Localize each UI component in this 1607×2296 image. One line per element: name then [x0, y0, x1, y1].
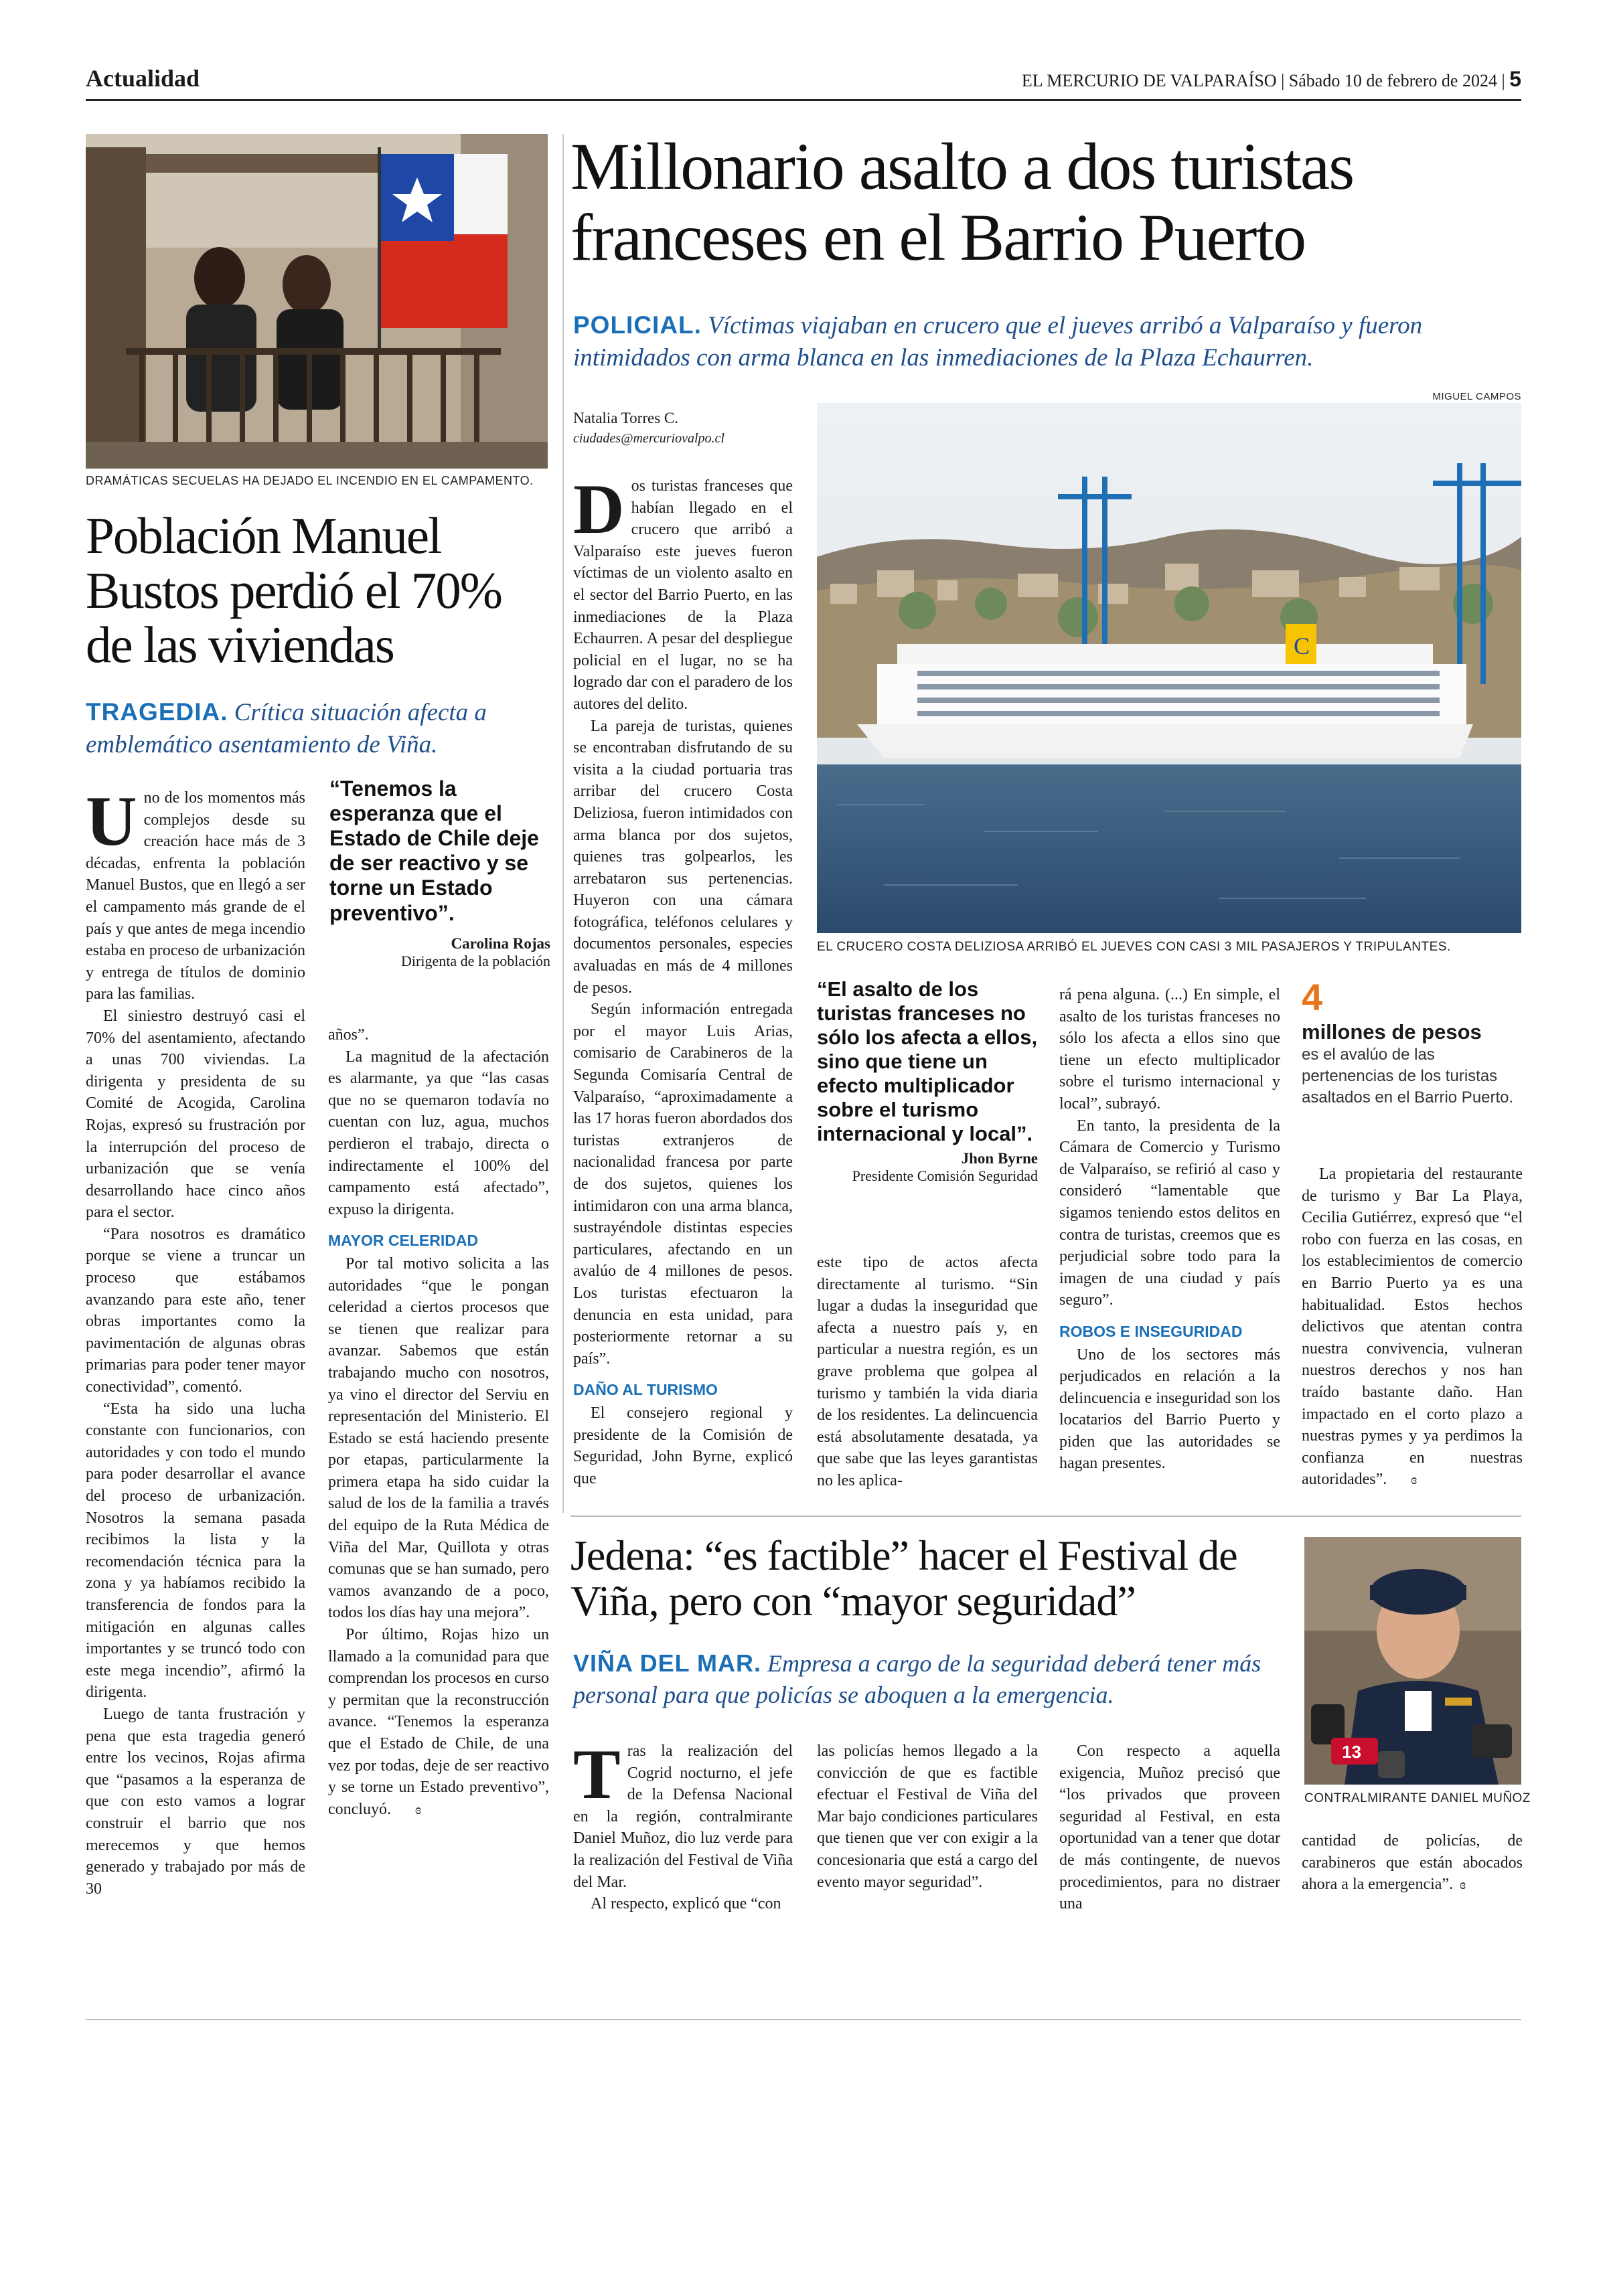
bottom-col-3 — [1059, 1740, 1280, 1913]
issue-date: Sábado 10 de febrero de 2024 — [1288, 71, 1497, 90]
paragraph: os turistas franceses que habían llegado en el crucero que arribó a Valparaíso este jueves fueron víctimas de un violento asalto en el sector del Barrio Puerto, en las inmediaciones de la Plaza Echaurren. A pesar del despliegue policial en el lugar, no se ha logrado dar con el paradero de los autores del delito. — [573, 477, 793, 713]
main-quote-name: Jhon Byrne — [961, 1149, 1038, 1167]
paragraph: no de los momentos más complejos desde su creación hace más de 3 décadas, enfrenta la población Manuel Bustos, que en llegó a ser el campamento más grande de el país y que antes de mega incendio estaba en proceso de urbanización y entrega de títulos de dominio para las familias. — [86, 789, 305, 1003]
paragraph — [1302, 1163, 1523, 1491]
page-number: 5 — [1509, 67, 1521, 91]
paragraph: “Esta ha sido una lucha constante con funcionarios, con autoridades y con todo el mundo para poder desarrollar el avance del proceso de urbanización. Nosotros la semana pasada recibimos la lista y la recomendación técnica para la zona y ya habíamos recibido la transferencia de fondos para la mitigación en algunas calles importantes y se truncó todo con este mega incendio”, afirmó la dirigenta. — [86, 1400, 305, 1702]
masthead-info: EL MERCURIO DE VALPARAÍSO | Sábado 10 de febrero de 2024 | 5 — [1021, 67, 1521, 91]
end-mark-icon: ɞ — [1411, 1473, 1418, 1488]
main-col-1 — [573, 470, 793, 1506]
paragraph: El consejero regional y presidente de la Comisión de Seguridad, John Byrne, explicó que — [573, 1404, 793, 1487]
bottom-tag: VIÑA DEL MAR. — [573, 1649, 762, 1677]
bottom-headline: Jedena: “es factible” hacer el Festival de Viña, pero con “mayor seguridad” — [570, 1532, 1237, 1625]
paragraph: rá pena alguna. (...) En simple, el asalto de los turistas franceses no sólo los afecta a ellos sino que tiene un efecto multiplicador sobre el turismo internacional y local”, subrayó. — [1059, 986, 1280, 1113]
fire-photo — [86, 134, 548, 469]
left-quote-text: “Tenemos la esperanza que el Estado de Chile deje de ser reactivo y se torne un Estado preventivo”. — [329, 776, 539, 925]
header-rule — [86, 99, 1521, 101]
main-subhead-1: DAÑO AL TURISMO — [573, 1381, 718, 1399]
cruise-photo-illustration — [817, 403, 1521, 933]
paragraph-text: cantidad de policías, de carabineros que están abocados ahora a la emergencia”. — [1302, 1832, 1523, 1894]
munoz-photo — [1304, 1537, 1521, 1785]
main-col-4 — [1302, 1163, 1523, 1511]
bottom-deck — [573, 1648, 1296, 1711]
paragraph: En tanto, la presidenta de la Cámara de Comercio y Turismo de Valparaíso, se refirió al caso y consideró “lamentable que sigamos teniendo estos delitos en contra de turistas, creemos que es perjudicial sobre todo para la imagen de una ciudad y país seguro”. — [1059, 1117, 1280, 1309]
stat-text: es el avalúo de las pertenencias de los turistas asaltados en el Barrio Puerto. — [1302, 1046, 1514, 1106]
fire-photo-illustration — [86, 134, 548, 469]
left-col-2 — [328, 1024, 549, 1901]
paragraph: Uno de los sectores más perjudicados en relación a la delincuencia e inseguridad son los locatarios del Barrio Puerto y piden que las autoridades se hagan presentes. — [1059, 1345, 1280, 1473]
column-divider — [562, 134, 564, 1513]
paragraph: La pareja de turistas, quienes se encontraban disfrutando de su visita a la ciudad portuaria tras arribar del crucero Costa Deliziosa, fueron intimidados con arma blanca por dos sujetos, quienes tras golpearlos, les arrebataron sus pertenencias. Huyeron con una cámara fotográfica, teléfonos celulares y documentos personales, especies avaluadas en más de 4 millones de pesos. — [573, 717, 793, 997]
paragraph: La magnitud de la afectación es alarmante, ya que “las casas que no se quemaron todavía no cuentan con luz, agua, muchos perdieron el trabajo, directa o indirectamente el 100% del campamento está afectado”, expuso la dirigenta. — [328, 1048, 549, 1218]
main-subhead-2: ROBOS E INSEGURIDAD — [1059, 1322, 1243, 1340]
svg-text:13: 13 — [1342, 1742, 1361, 1762]
paragraph: años”. — [328, 1026, 369, 1044]
cruise-photo-caption: EL CRUCERO COSTA DELIZIOSA ARRIBÓ EL JUEVES CON CASI 3 MIL PASAJEROS Y TRIPULANTES. — [817, 940, 1451, 954]
svg-text:C: C — [1294, 633, 1310, 659]
end-mark-icon: ɞ — [414, 1802, 421, 1817]
bottom-deck-text: Empresa a cargo de la seguridad deberá tener más personal para que policías se aboquen a la emergencia. — [573, 1650, 1261, 1708]
footer-rule — [86, 2019, 1521, 2020]
paragraph: las policías hemos llegado a la convicción de que es factible efectuar el Festival de Viña del Mar bajo condiciones particulares que tienen que ver con exigir a la concesionaria que está a cargo del evento mayor seguridad”. — [817, 1742, 1038, 1891]
left-subhead: MAYOR CELERIDAD — [328, 1232, 479, 1250]
left-deck-text: Crítica situación afecta a emblemático asentamiento de Viña. — [86, 699, 487, 759]
paragraph: Luego de tanta frustración y pena que esta tragedia generó entre los vecinos, Rojas afirma que “pasamos a la esperanza de que con esto vamos a lograr construir el barrio que nos merecemos y que hemos generado y trabajado por más de 30 — [86, 1705, 305, 1898]
paragraph-text: La propietaria del restaurante de turismo y Bar La Playa, Cecilia Gutiérrez, expresó que “el robo con fuerza en las cosas, en los establecimientos de comercio en Barrio Puerto ya es una habitualidad. Estos hechos delictivos que atentan contra nuestra convivencia, vulneran nuestros derechos y nos han traído bastante daño. Han impactado en el corto plazo a nuestras pymes y ya perdimos la confianza en nuestras autoridades”. — [1302, 1165, 1523, 1489]
main-headline: Millonario asalto a dos turistas franceses en el Barrio Puerto — [570, 129, 1354, 274]
main-quote-role: Presidente Comisión Seguridad — [852, 1167, 1038, 1184]
paragraph: este tipo de actos afecta directamente al turismo. “Sin lugar a dudas la inseguridad que afecta a nuestro país y, en particular a nuestra región, es un grave problema que golpea al turismo y también la vida diaria de los residentes. La delincuencia está absolutamente desatada, ya que sabe que las leyes garantistas no les aplica- — [817, 1254, 1038, 1489]
bottom-drop-cap: T — [573, 1735, 621, 1813]
bottom-col-1 — [573, 1735, 793, 1913]
paragraph — [328, 1624, 549, 1821]
left-quote-name: Carolina Rojas — [451, 934, 550, 952]
left-quote-role: Dirigenta de la población — [401, 952, 550, 969]
left-pull-quote — [329, 776, 550, 970]
munoz-photo-illustration — [1304, 1537, 1521, 1785]
section-label: Actualidad — [86, 65, 200, 92]
paragraph — [1302, 1830, 1523, 1896]
main-quote-text: “El asalto de los turistas franceses no sólo los afecta a ellos, sino que tiene un efecto multiplicador sobre el turismo internacional y local”. — [817, 977, 1038, 1145]
stat-box — [1302, 976, 1523, 1109]
paragraph: Con respecto a aquella exigencia, Muñoz precisó que “los privados que proveen seguridad al Festival, en esta oportunidad van a tener que dotar de más contingente, de nuevos procedimientos, para no distraer una — [1059, 1742, 1280, 1913]
paragraph: Al respecto, explicó que “con — [591, 1895, 781, 1913]
stat-label: millones de pesos — [1302, 1020, 1482, 1044]
main-col-2 — [817, 1252, 1038, 1506]
left-drop-cap: U — [86, 782, 137, 860]
cruise-photo — [817, 403, 1521, 933]
left-deck — [86, 696, 554, 761]
left-col-1 — [86, 782, 305, 1898]
main-tag: POLICIAL. — [573, 311, 702, 339]
main-deck — [573, 309, 1517, 374]
newspaper-name: EL MERCURIO DE VALPARAÍSO — [1021, 71, 1277, 90]
fire-photo-caption: DRAMÁTICAS SECUELAS HA DEJADO EL INCENDIO EN EL CAMPAMENTO. — [86, 474, 534, 487]
photo-credit: MIGUEL CAMPOS — [1432, 391, 1521, 402]
main-deck-text: Víctimas viajaban en crucero que el jueves arribó a Valparaíso y fueron intimidados con arma blanca en las inmediaciones de la Plaza Echaurren. — [573, 312, 1423, 372]
paragraph: Según información entregada por el mayor Luis Arias, comisario de Carabineros de la Segunda Comisaría Central de Valparaíso, “aproximadamente a las 17 horas fueron abordados dos turistas extranjeros de nacionalidad francesa por parte de dos sujetos, quienes los intimidaron con una arma blanca, sustrayéndole distintas especies particulares, afectando en un avalúo de 4 millones de pesos. Los turistas efectuaron la denuncia en esta unidad, para posteriormente retornar a su país”. — [573, 1001, 793, 1368]
main-col-3 — [1059, 984, 1280, 1506]
bottom-col-4 — [1302, 1830, 1523, 1904]
story-divider — [570, 1515, 1521, 1517]
left-tag: TRAGEDIA. — [86, 698, 228, 726]
paragraph: El siniestro destruyó casi el 70% del asentamiento, afectando a unas 700 viviendas. La dirigenta y presidenta de su Comité de Acogida, Carolina Rojas, expresó su frustración por la interrupción del proceso de urbanización que se venía desarrollando hace cinco años para el sector. — [86, 1007, 305, 1222]
end-mark-icon: ɞ — [1460, 1878, 1466, 1893]
stat-number: 4 — [1302, 976, 1323, 1018]
paragraph: ras la realización del Cogrid nocturno, el jefe de la Defensa Nacional en la región, contralmirante Daniel Muñoz, dio luz verde para la realización del Festival de Viña del Mar. — [573, 1742, 793, 1891]
main-pull-quote — [817, 977, 1038, 1185]
left-headline: Población Manuel Bustos perdió el 70% de las viviendas — [86, 507, 502, 674]
author-name: Natalia Torres C. — [573, 410, 679, 426]
main-drop-cap: D — [573, 470, 625, 548]
bottom-col-2 — [817, 1740, 1038, 1901]
paragraph: Por tal motivo solicita a las autoridades “que le pongan celeridad a ciertos procesos que se tienen que realizar para avanzar. Sabemos que están trabajando mucho con nosotros, ya vino el director del Serviu en representación del Ministerio. El Estado se está haciendo presente por etapas, particularmente la primera etapa ha sido cuidar la salud de los de la familia a través del equipo de la Ruta Médica de Viña del Mar, Quillota y otras comunas que se han sumado, pero vamos avanzando de a poco, todos los días hay una mejora”. — [328, 1254, 549, 1622]
author-email: ciudades@mercuriovalpo.cl — [573, 431, 724, 446]
paragraph: “Para nosotros es dramático porque se viene a truncar un proceso que estábamos avanzando para este año, tener obras importantes como la pavimentación de algunas obras primarias para poder tener mayor conectividad”, comentó. — [86, 1225, 305, 1396]
byline — [573, 410, 774, 446]
munoz-photo-caption: CONTRALMIRANTE DANIEL MUÑOZ — [1304, 1791, 1531, 1805]
paragraph-text: Por último, Rojas hizo un llamado a la comunidad para que comprendan los procesos en curso y permitan que la reconstrucción avance. “Tenemos la esperanza que el Estado de Chile, de una vez por todas, deje de ser reactivo y se torne un Estado preventivo”, concluyó. — [328, 1626, 549, 1818]
